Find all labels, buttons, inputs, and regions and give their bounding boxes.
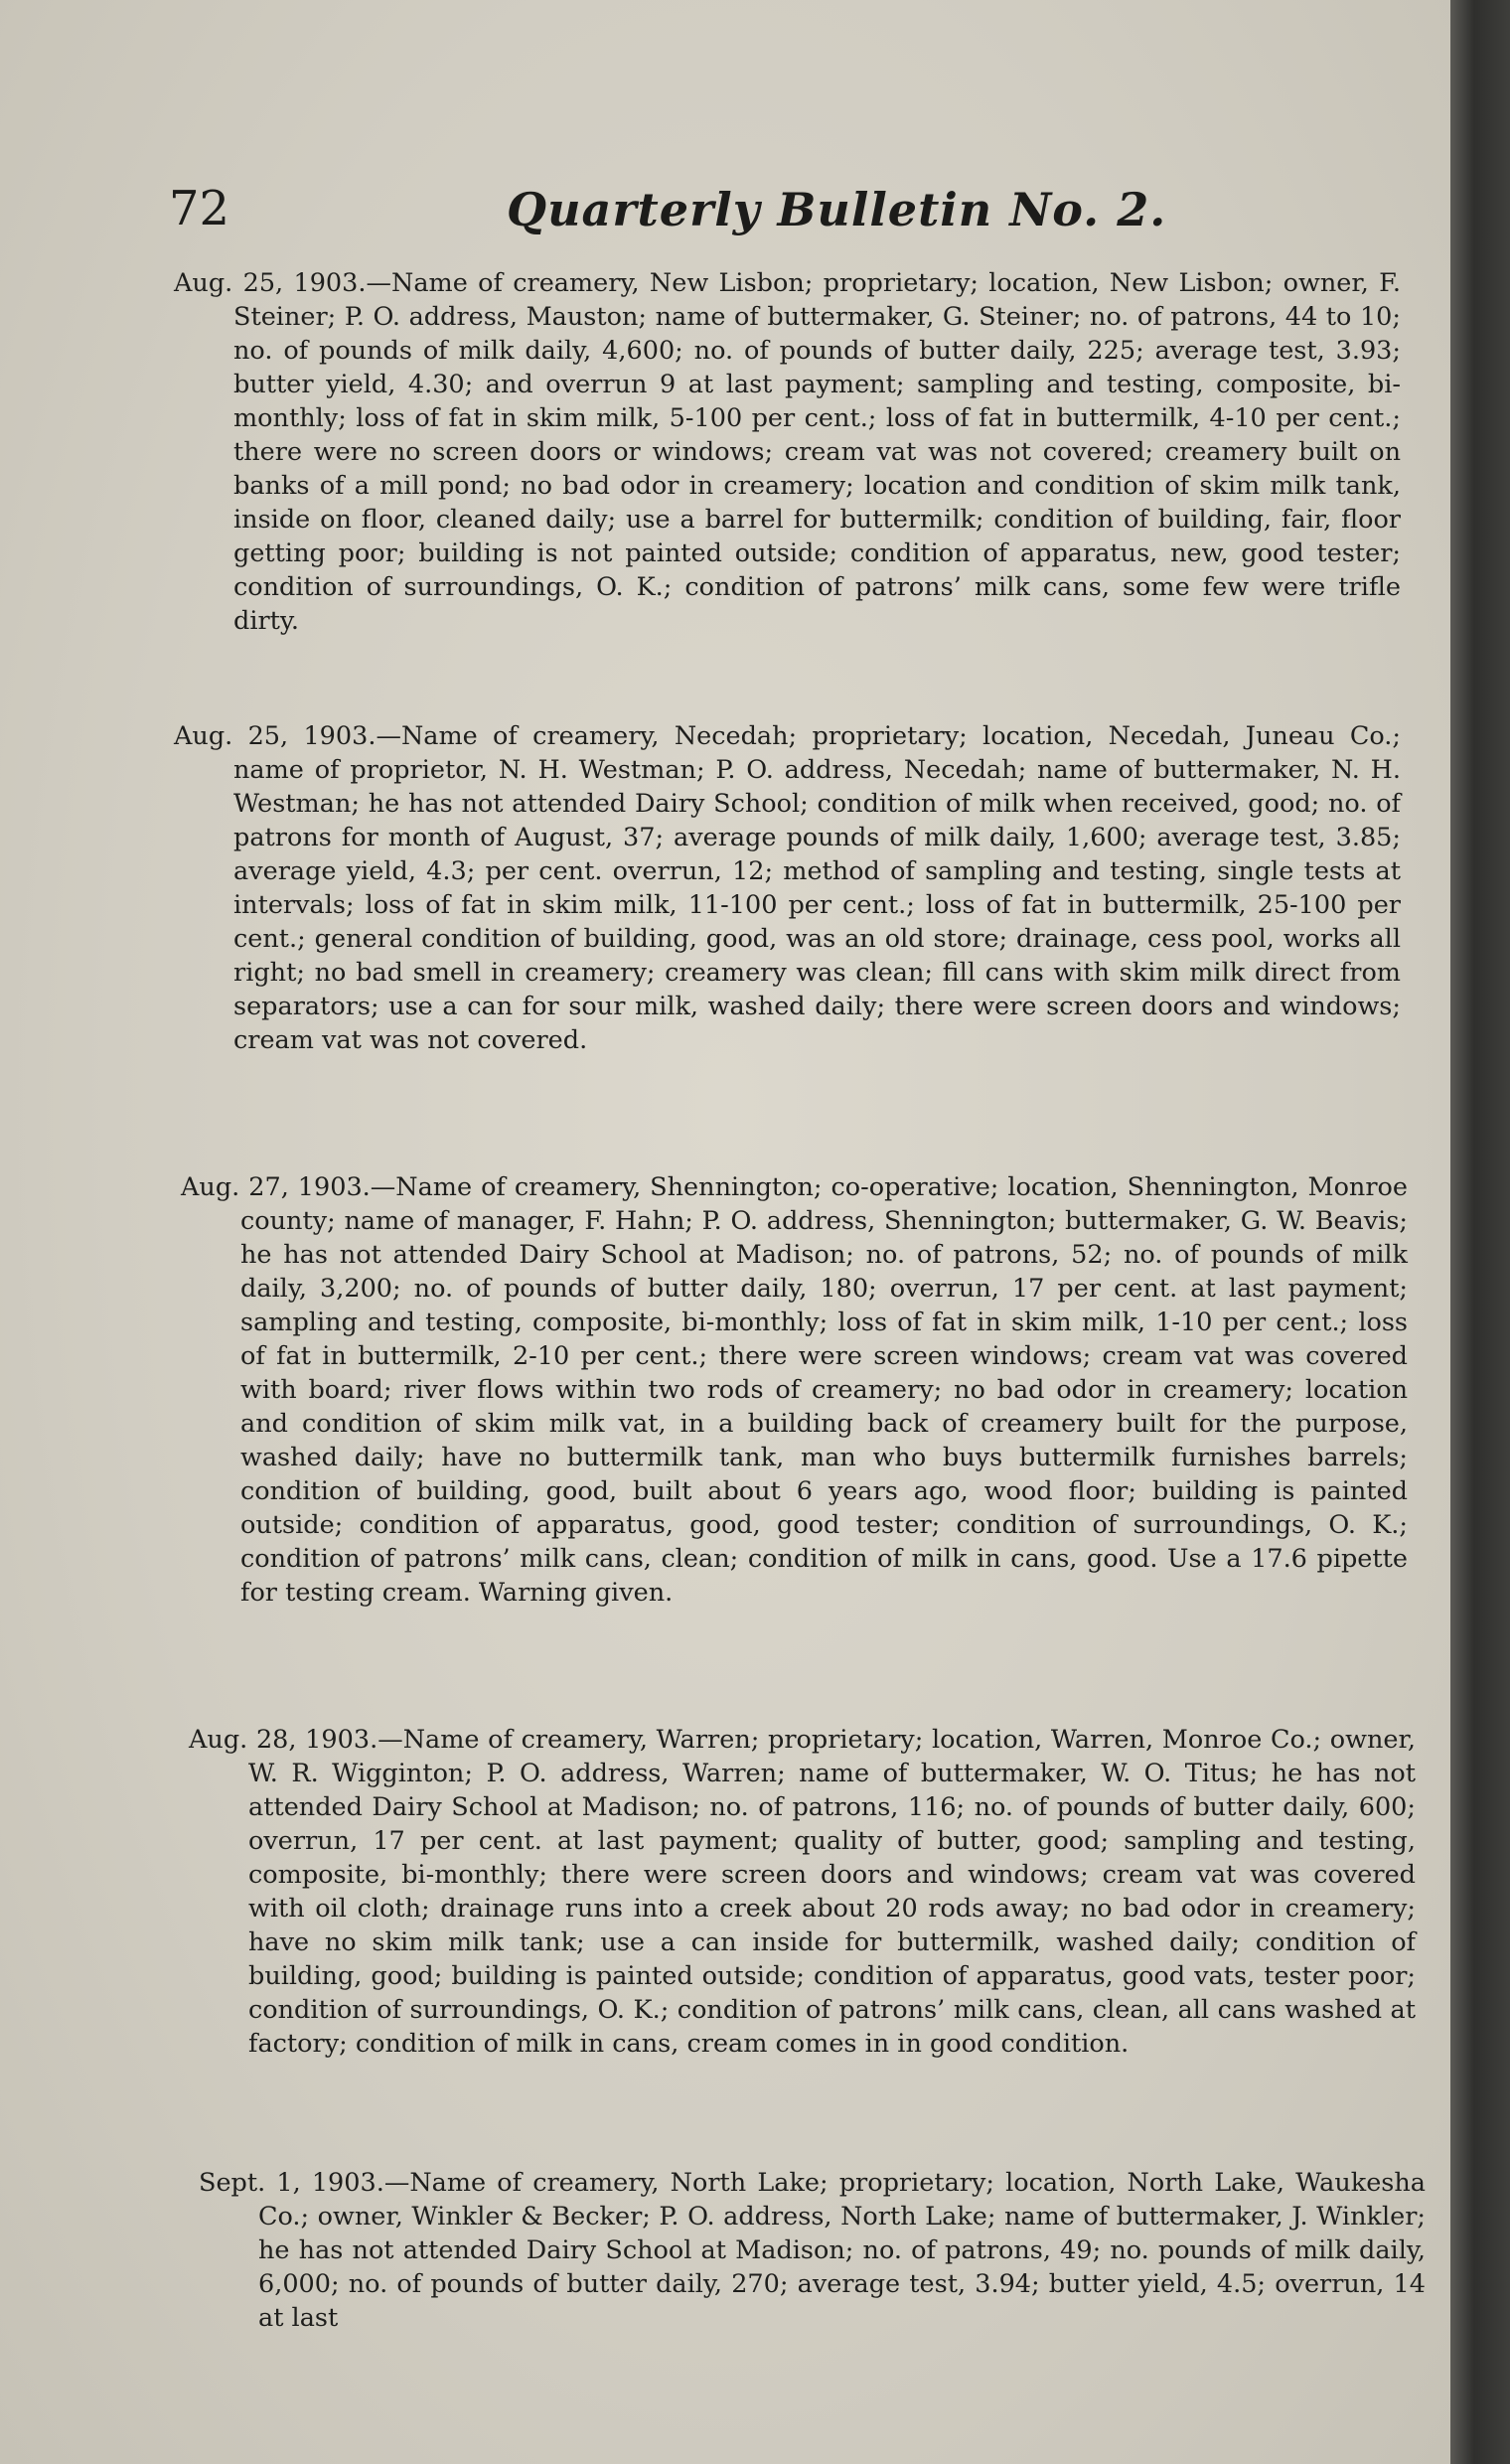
entry-text: —Name of creamery, North Lake; proprietary; location, North Lake, Waukesha Co.; owner, Winkler & Becker; P. O. address, North Lake; name of buttermaker, J. Winkler; he has not attended Dairy School at Madison; no. of patrons, 49; no. pounds of milk daily, 6,000; no. of pounds of butter daily, 270; average test, 3.94; butter yield, 4.5; overrun, 14 at last xyxy=(258,2168,1426,2333)
page-number: 72 xyxy=(169,181,230,236)
entry-date: Sept. 1, 1903. xyxy=(199,2168,384,2198)
entry-text: —Name of creamery, New Lisbon; proprietary; location, New Lisbon; owner, F. Steiner; P. O. address, Mauston; name of buttermaker, G. Steiner; no. of patrons, 44 to 10; no. of pounds of milk daily, 4,600; no. of pounds of butter daily, 225; average test, 3.93; butter yield, 4.30; and overrun 9 at last payment; sampling and testing, composite, bi-monthly; loss of fat in skim milk, 5-100 per cent.; loss of fat in buttermilk, 4-10 per cent.; there were no screen doors or windows; cream vat was not covered; creamery built on banks of a mill pond; no bad odor in creamery; location and condition of skim milk tank, inside on floor, cleaned daily; use a barrel for buttermilk; condition of building, fair, floor getting poor; building is not painted outside; condition of apparatus, new, good tester; condition of surroundings, O. K.; condition of patrons’ milk cans, some few were trifle dirty. xyxy=(233,268,1401,636)
entry-text: —Name of creamery, Necedah; proprietary; location, Necedah, Juneau Co.; name of proprietor, N. H. Westman; P. O. address, Necedah; name of buttermaker, N. H. Westman; he has not attended Dairy School; condition of milk when received, good; no. of patrons for month of August, 37; average pounds of milk daily, 1,600; average test, 3.85; average yield, 4.3; per cent. overrun, 12; method of sampling and testing, single tests at intervals; loss of fat in skim milk, 11-100 per cent.; loss of fat in buttermilk, 25-100 per cent.; general condition of building, good, was an old store; drainage, cess pool, works all right; no bad smell in creamery; creamery was clean; fill cans with skim milk direct from separators; use a can for sour milk, washed daily; there were screen doors and windows; cream vat was not covered. xyxy=(233,721,1401,1055)
entry-date: Aug. 25, 1903. xyxy=(174,268,367,298)
entry-date: Aug. 25, 1903. xyxy=(174,721,377,751)
report-entry-north-lake xyxy=(199,2166,1426,2335)
report-entry-shennington xyxy=(181,1170,1408,1610)
page-header xyxy=(169,181,1391,250)
entry-date: Aug. 27, 1903. xyxy=(181,1172,371,1202)
binding-edge xyxy=(1450,0,1510,2464)
running-title: Quarterly Bulletin No. 2. xyxy=(507,183,1167,236)
report-entry-warren xyxy=(189,1723,1416,2061)
report-entry-new-lisbon xyxy=(174,266,1401,638)
entry-date: Aug. 28, 1903. xyxy=(189,1725,378,1755)
entry-text: —Name of creamery, Shennington; co-operative; location, Shennington, Monroe county; name of manager, F. Hahn; P. O. address, Shennington; buttermaker, G. W. Beavis; he has not attended Dairy School at Madison; no. of patrons, 52; no. of pounds of milk daily, 3,200; no. of pounds of butter daily, 180; overrun, 17 per cent. at last payment; sampling and testing, composite, bi-monthly; loss of fat in skim milk, 1-10 per cent.; loss of fat in buttermilk, 2-10 per cent.; there were screen windows; cream vat was covered with board; river flows within two rods of creamery; no bad odor in creamery; location and condition of skim milk vat, in a building back of creamery built for the purpose, washed daily; have no buttermilk tank, man who buys buttermilk furnishes barrels; condition of building, good, built about 6 years ago, wood floor; building is painted outside; condition of apparatus, good, good tester; condition of surroundings, O. K.; condition of patrons’ milk cans, clean; condition of milk in cans, good. Use a 17.6 pipette for testing cream. Warning given. xyxy=(240,1172,1408,1608)
report-entry-necedah xyxy=(174,719,1401,1057)
entry-text: —Name of creamery, Warren; proprietary; location, Warren, Monroe Co.; owner, W. R. Wigginton; P. O. address, Warren; name of buttermaker, W. O. Titus; he has not attended Dairy School at Madison; no. of patrons, 116; no. of pounds of butter daily, 600; overrun, 17 per cent. at last payment; quality of butter, good; sampling and testing, composite, bi-monthly; there were screen doors and windows; cream vat was covered with oil cloth; drainage runs into a creek about 20 rods away; no bad odor in creamery; have no skim milk tank; use a can inside for buttermilk, washed daily; condition of building, good; building is painted outside; condition of apparatus, good vats, tester poor; condition of surroundings, O. K.; condition of patrons’ milk cans, clean, all cans washed at factory; condition of milk in cans, cream comes in in good condition. xyxy=(248,1725,1416,2059)
